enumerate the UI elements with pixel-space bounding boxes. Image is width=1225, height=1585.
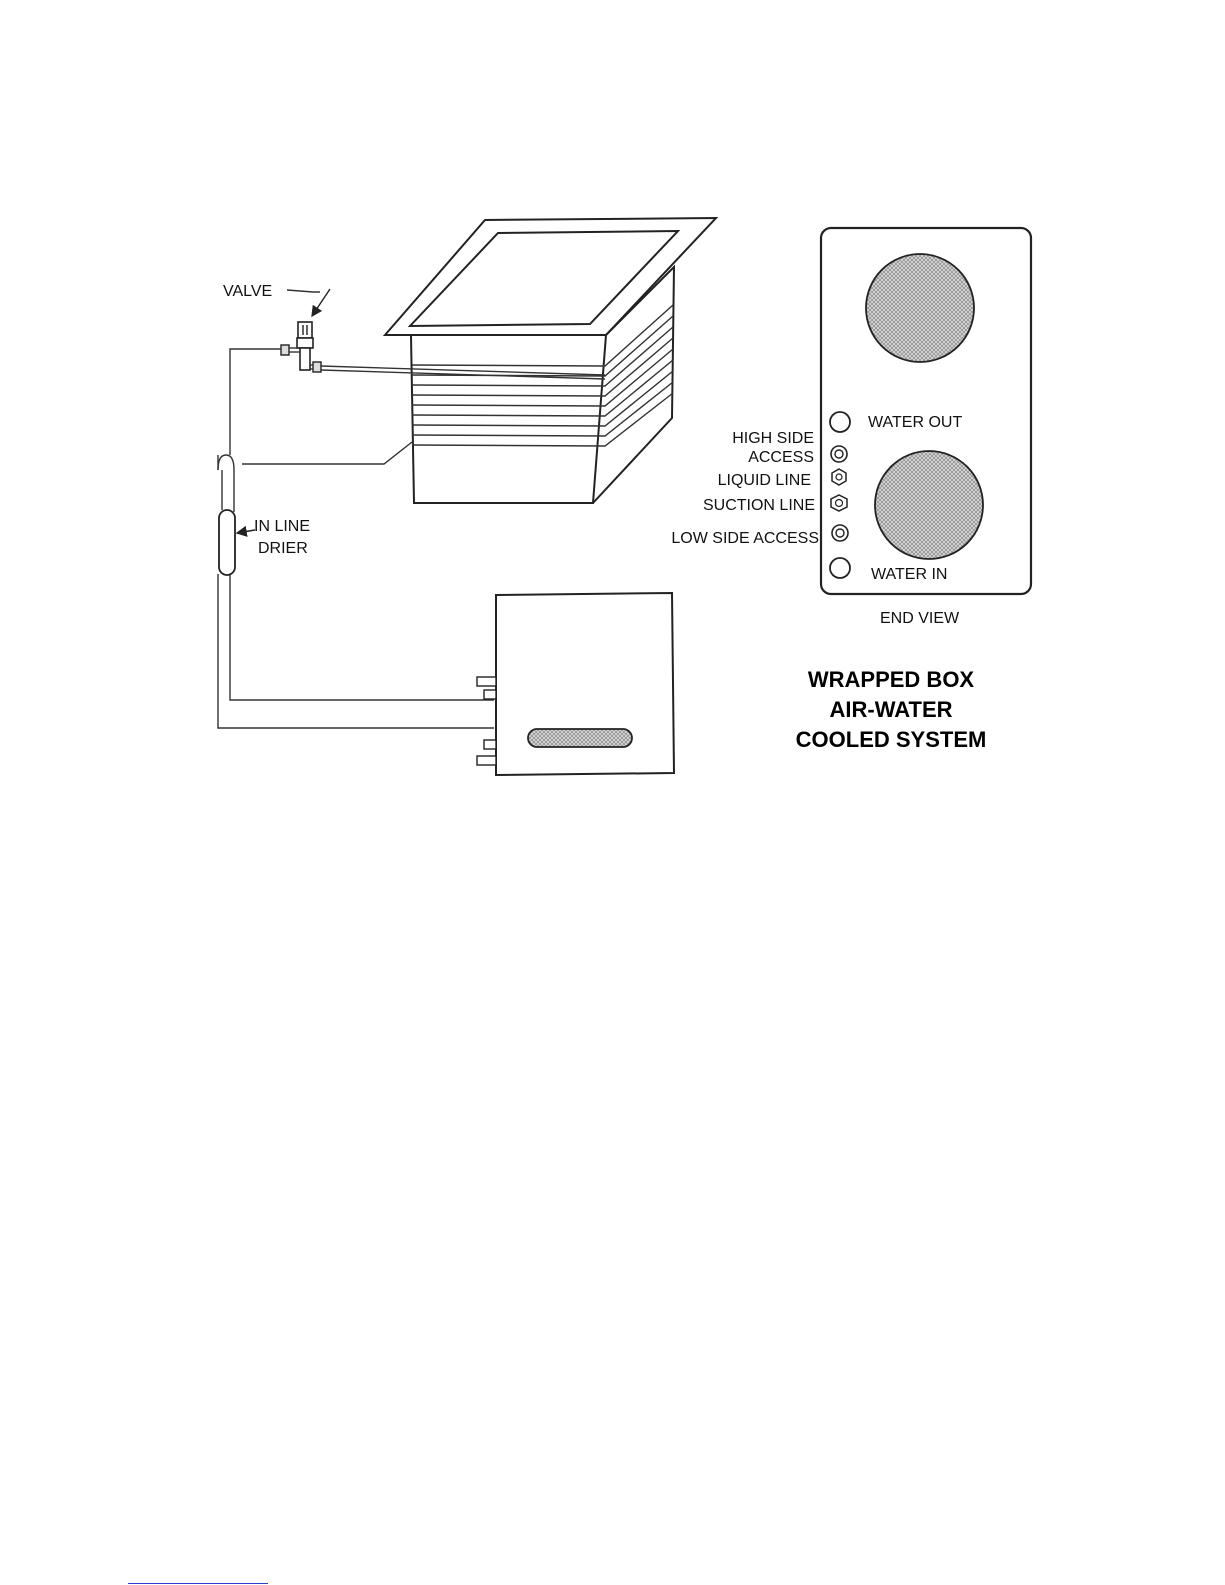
end-view-label: END VIEW	[880, 610, 960, 627]
fan-grille-upper-icon	[866, 254, 974, 362]
high-side-label-line1: HIGH SIDE	[732, 430, 814, 447]
low-side-access-label: LOW SIDE ACCESS	[671, 530, 819, 547]
suction-line-port-icon	[831, 495, 847, 511]
water-out-label: WATER OUT	[868, 414, 963, 431]
drier-label-line2: DRIER	[258, 540, 308, 557]
drier-label-line1: IN LINE	[254, 518, 311, 535]
low-side-access-port-icon	[832, 525, 848, 541]
suction-line-label: SUCTION LINE	[702, 497, 815, 514]
valve-label: VALVE	[223, 283, 273, 300]
water-out-port-icon	[830, 412, 850, 432]
high-side-label-line2: ACCESS	[748, 449, 814, 466]
liquid-line-label: LIQUID LINE	[717, 472, 811, 489]
fan-grille-lower-icon	[875, 451, 983, 559]
high-side-access-port-icon	[831, 446, 847, 462]
footnote-rule	[128, 1583, 268, 1584]
title-line2: AIR-WATER	[829, 697, 953, 722]
vent-grille-icon	[528, 729, 632, 747]
liquid-line-port-icon	[832, 469, 846, 485]
end-view-panel	[821, 228, 1031, 594]
expansion-valve-icon	[281, 322, 321, 372]
title-line3: COOLED SYSTEM	[795, 727, 987, 752]
wrapped-box	[385, 218, 716, 503]
title-line1: WRAPPED BOX	[807, 667, 975, 692]
condensing-unit	[477, 593, 674, 775]
water-in-port-icon	[830, 558, 850, 578]
water-in-label: WATER IN	[871, 566, 948, 583]
diagram-title	[796, 667, 987, 752]
in-line-drier-icon	[218, 455, 235, 575]
